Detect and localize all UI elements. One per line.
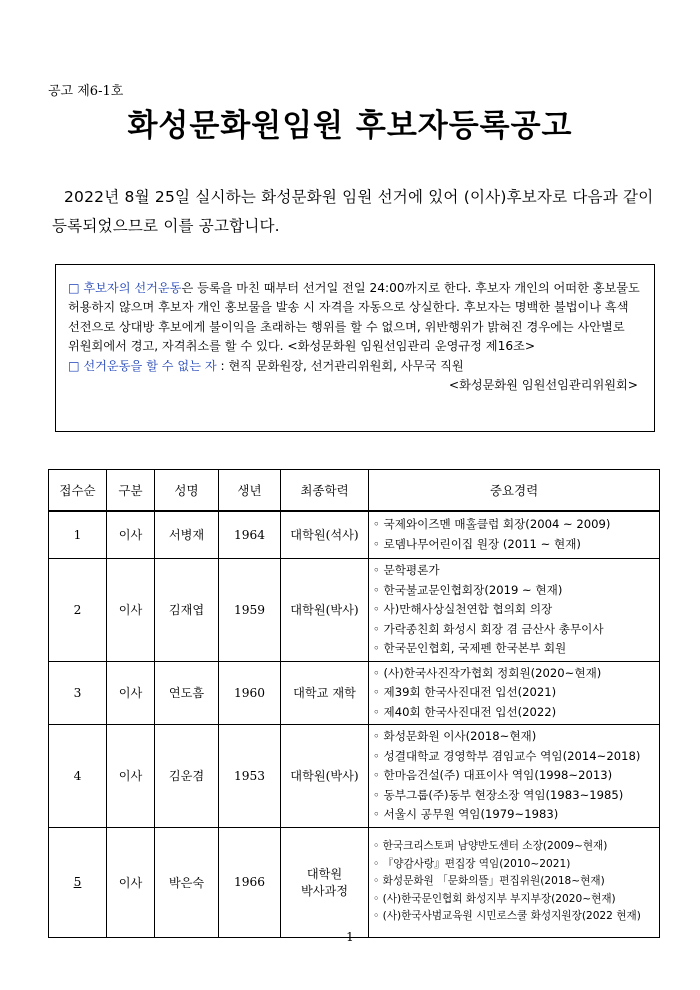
committee-signature: <화성문화원 임원선임관리위원회> [448, 378, 638, 393]
rule-head: 후보자의 선거운동 [83, 281, 182, 295]
cell-type: 이사 [107, 559, 155, 662]
cell-type: 이사 [107, 661, 155, 725]
cell-education [281, 827, 369, 937]
cell-name: 김재엽 [155, 559, 219, 662]
intro-paragraph: 2022년 8월 25일 실시하는 화성문화원 임원 선거에 있어 (이사)후보자로 다음과 같이 등록되었으므로 이를 공고합니다. [52, 188, 654, 235]
career-item: ◦ 문학평론가 [373, 563, 440, 577]
election-rules-box [55, 264, 655, 432]
rule-head: 선거운동을 할 수 없는 자 [83, 358, 221, 373]
page-title: 화성문화원임원 후보자등록공고 [127, 108, 573, 144]
col-header-career: 중요경력 [369, 470, 660, 511]
career-item: ◦ (사)한국문인협회 화성지부 부지부장(2020~현재) [373, 892, 616, 905]
career-item: ◦ 한마음건설(주) 대표이사 역임(1998~2013) [373, 768, 613, 782]
career-item: ◦ 제40회 한국사진대전 입선(2022) [373, 704, 557, 719]
cell-birth-year: 1953 [219, 725, 281, 828]
career-item: ◦ 동부그룹(주)동부 현장소장 역임(1983~1985) [373, 787, 624, 802]
page-number: 1 [346, 930, 354, 944]
cell-no: 1 [49, 511, 107, 559]
col-header-name: 성명 [155, 470, 219, 511]
rule-body: : 현직 문화원장, 선거관리위원회, 사무국 직원 [220, 358, 464, 373]
cell-birth-year: 1960 [219, 661, 281, 725]
cell-no: 5 [49, 827, 107, 937]
cell-type: 이사 [107, 511, 155, 559]
cell-birth-year: 1964 [219, 511, 281, 559]
cell-education: 대학원(박사) [281, 559, 369, 662]
cell-education: 대학교 재학 [281, 661, 369, 725]
career-item: ◦ 사)만해사상실천연합 협의회 의장 [373, 602, 553, 616]
col-header-no: 접수순 [49, 470, 107, 511]
career-item: ◦ (사)한국사범교육원 시민로스쿨 화성지원장(2022 현재) [373, 910, 641, 923]
cell-career [369, 661, 660, 725]
checkbox-marker: □ [68, 281, 84, 295]
cell-career [369, 827, 660, 937]
table-row [49, 559, 660, 662]
table-row [49, 725, 660, 828]
cell-name: 박은숙 [155, 827, 219, 937]
career-item: ◦ 성결대학교 경영학부 겸임교수 역임(2014~2018) [373, 748, 641, 763]
education-line: 대학원 [306, 867, 343, 881]
cell-education: 대학원(석사) [281, 511, 369, 559]
education-line: 박사과정 [300, 884, 349, 898]
career-item: ◦ 한국크리스토퍼 남양반도센터 소장(2009~현재) [373, 840, 608, 853]
career-item: ◦ 화성문화원 「문화의뜰」편집위원(2018~현재) [373, 875, 605, 888]
rule-campaign-period [68, 279, 640, 357]
col-header-education: 최종학력 [281, 470, 369, 511]
col-header-birth-year: 생년 [219, 470, 281, 511]
career-item: ◦ 한국불교문인협회장(2019 ~ 현재) [373, 582, 563, 597]
rule-restricted-persons [68, 357, 640, 376]
checkbox-marker: □ [68, 358, 84, 373]
cell-birth-year: 1959 [219, 559, 281, 662]
table-row [49, 827, 660, 937]
cell-career [369, 559, 660, 662]
career-item: ◦ 국제와이즈멘 매홀클럽 회장(2004 ~ 2009) [373, 517, 611, 532]
career-item: ◦ 가락종친회 화성시 회장 겸 금산사 총무이사 [373, 621, 604, 636]
career-item: ◦ (사)한국사진작가협회 정회원(2020~현재) [373, 665, 602, 680]
cell-name: 연도흠 [155, 661, 219, 725]
cell-no: 3 [49, 661, 107, 725]
cell-career [369, 725, 660, 828]
col-header-type: 구분 [107, 470, 155, 511]
cell-no: 4 [49, 725, 107, 828]
cell-type: 이사 [107, 725, 155, 828]
cell-education: 대학원(박사) [281, 725, 369, 828]
cell-birth-year: 1966 [219, 827, 281, 937]
candidate-table [48, 469, 660, 938]
career-item: ◦ 『양감사랑』편집장 역임(2010~2021) [373, 857, 571, 870]
notice-number: 공고 제6-1호 [48, 84, 124, 99]
table-row [49, 661, 660, 725]
career-item: ◦ 한국문인협회, 국제펜 한국본부 회원 [373, 641, 567, 655]
cell-type: 이사 [107, 827, 155, 937]
career-item: ◦ 서울시 공무원 역임(1979~1983) [373, 807, 559, 821]
career-item: ◦ 화성문화원 이사(2018~현재) [373, 729, 537, 743]
table-header-row [49, 470, 660, 511]
cell-career [369, 511, 660, 559]
career-item: ◦ 제39회 한국사진대전 입선(2021) [373, 685, 557, 699]
career-item: ◦ 로뎀나무어린이집 원장 (2011 ~ 현재) [373, 536, 581, 551]
cell-name: 김운겸 [155, 725, 219, 828]
cell-name: 서병재 [155, 511, 219, 559]
rule-body: 은 등록을 마친 때부터 선거일 전일 24:00까지로 한다. 후보자 개인의 어떠한 홍보물도 허용하지 않으며 후보자 개인 홍보물을 발송 시 자격을 자동으로 상실한다. 후보자는 명백한 불법이나 흑색선전으로 상대방 후보에게 불이익을 초래하는 행위를 할 수 없으며, 위반행위가 밝혀진 경우에는 사안별로 위원회에서 경고, 자격취소를 할 수 있다. <화성문화원 임원선임관리 운영규정 제16조> [68, 281, 640, 354]
cell-no: 2 [49, 559, 107, 662]
table-row [49, 511, 660, 559]
